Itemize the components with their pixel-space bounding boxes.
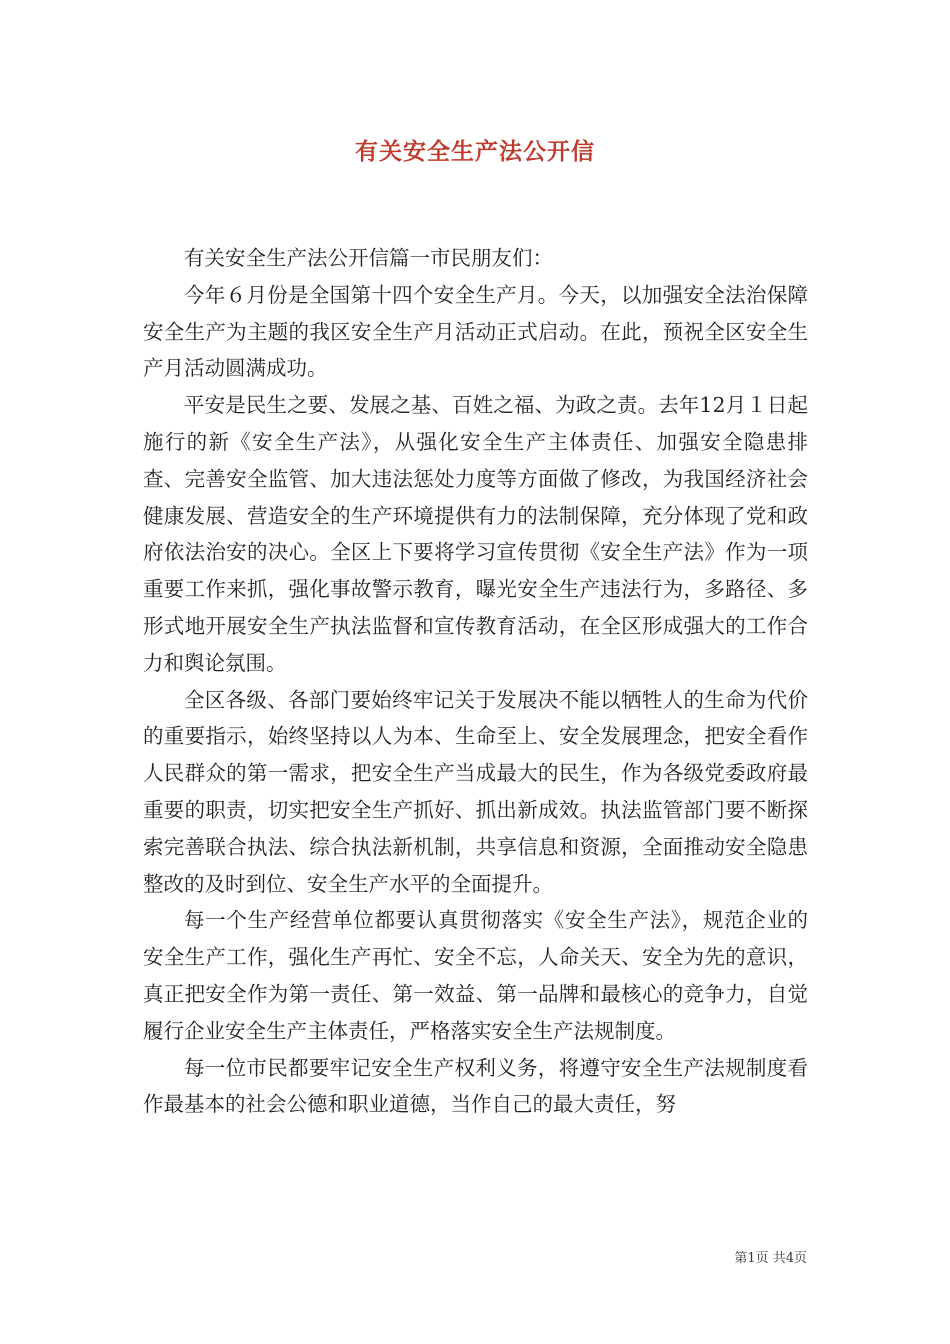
body-paragraph: 每一位市民都要牢记安全生产权利义务，将遵守安全生产法规制度看作最基本的社会公德和职业道德，当作自己的最大责任，努 [143, 1055, 808, 1117]
body-paragraph: 每一个生产经营单位都要认真贯彻落实《安全生产法》，规范企业的安全生产工作，强化生产再忙、安全不忘，人命关天、安全为先的意识，真正把安全作为第一责任、第一效益、第一品牌和最核心的竞争力，自觉履行企业安全生产主体责任，严格落实安全生产法规制度。 [143, 908, 808, 1043]
page-number: 第1页 共4页 [734, 1251, 807, 1266]
salutation-paragraph: 有关安全生产法公开信篇一市民朋友们： [184, 246, 553, 270]
document-body [143, 240, 808, 1123]
body-paragraph: 全区各级、各部门要始终牢记关于发展决不能以牺牲人的生命为代价的重要指示，始终坚持以人为本、生命至上、安全发展理念，把安全看作人民群众的第一需求，把安全生产当成最大的民生，作为各级党委政府最重要的职责，切实把安全生产抓好、抓出新成效。执法监管部门要不断探索完善联合执法、综合执法新机制，共享信息和资源，全面推动安全隐患整改的及时到位、安全生产水平的全面提升。 [143, 687, 808, 896]
body-paragraph: 今年６月份是全国第十四个安全生产月。今天，以加强安全法治保障安全生产为主题的我区安全生产月活动正式启动。在此，预祝全区安全生产月活动圆满成功。 [143, 282, 808, 381]
body-paragraph: 平安是民生之要、发展之基、百姓之福、为政之责。去年12月１日起施行的新《安全生产法》，从强化安全生产主体责任、加强安全隐患排查、完善安全监管、加大违法惩处力度等方面做了修改，为我国经济社会健康发展、营造安全的生产环境提供有力的法制保障，充分体现了党和政府依法治安的决心。全区上下要将学习宣传贯彻《安全生产法》作为一项重要工作来抓，强化事故警示教育，曝光安全生产违法行为，多路径、多形式地开展安全生产执法监督和宣传教育活动，在全区形成强大的工作合力和舆论氛围。 [143, 393, 808, 675]
page-title: 有关安全生产法公开信 [355, 138, 595, 165]
